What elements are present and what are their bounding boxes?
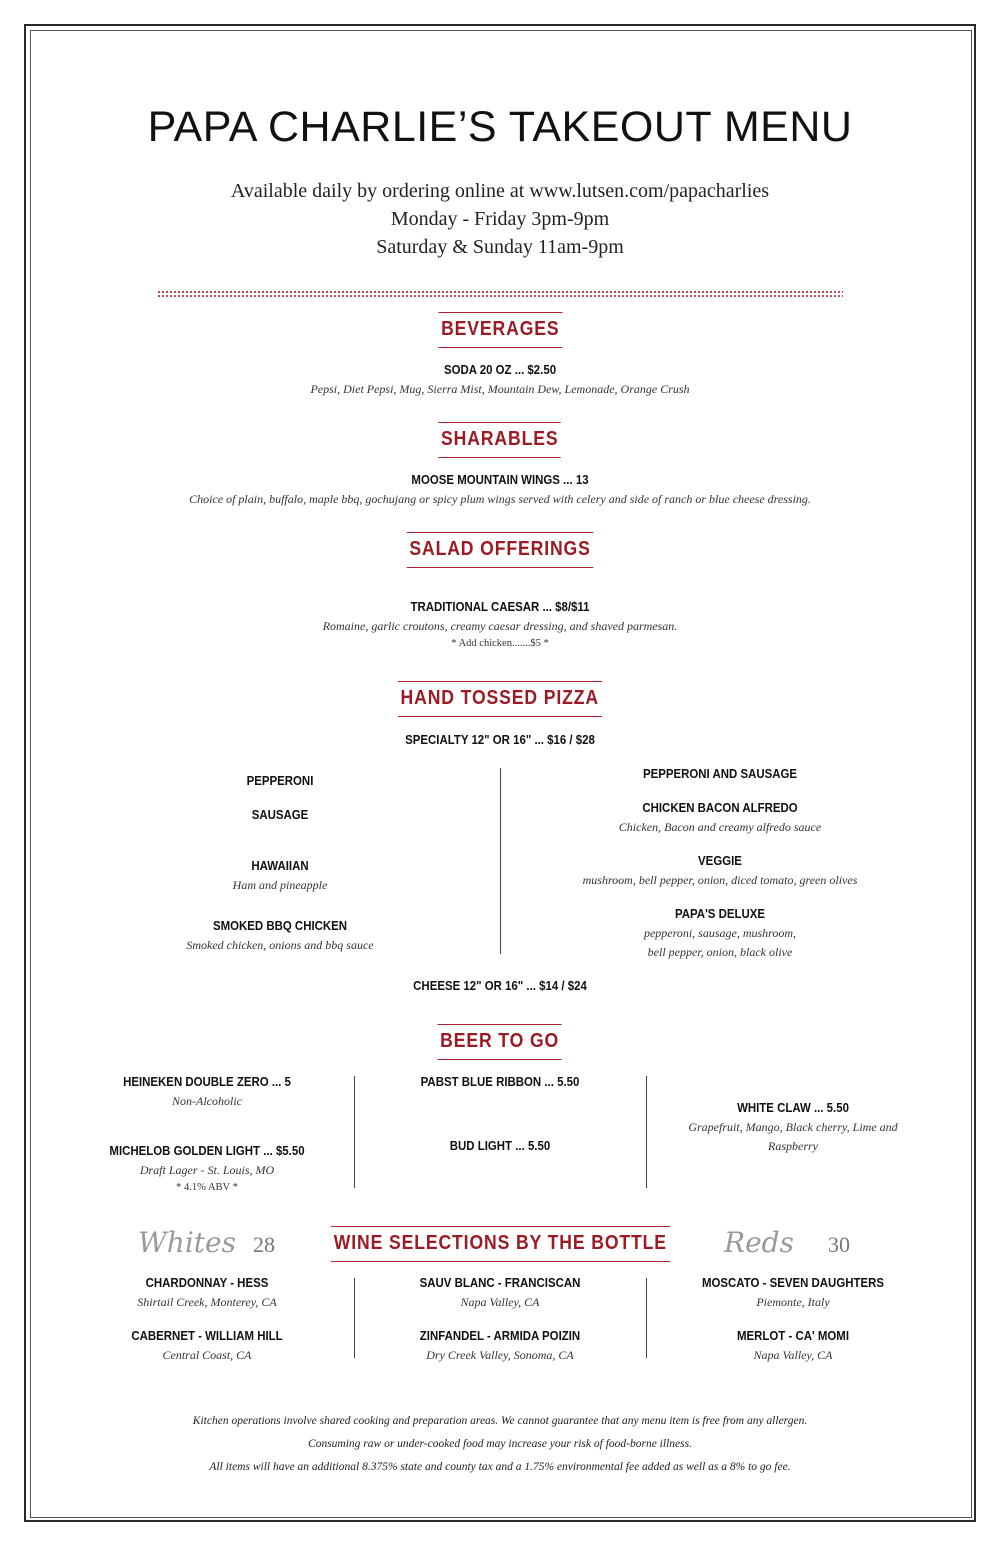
availability-line: Available daily by ordering online at www.lutsen.com/papacharlies <box>230 180 770 202</box>
item-note: * Add chicken.......$5 * <box>451 638 549 649</box>
menu-item: MICHELOB GOLDEN LIGHT ... $5.50 <box>109 1143 305 1158</box>
item-description: Pepsi, Diet Pepsi, Mug, Sierra Mist, Mountain Dew, Lemonade, Orange Crush <box>310 382 690 396</box>
menu-item: PEPPERONI <box>246 773 314 788</box>
section-title: SALAD OFFERINGS <box>407 532 594 568</box>
item-description: Romaine, garlic croutons, creamy caesar dressing, and shaved parmesan. <box>322 619 678 633</box>
raw-food-notice: Consuming raw or under-cooked food may increase your risk of food-borne illness. <box>308 1438 692 1450</box>
dotted-divider <box>157 290 843 298</box>
section-title: HAND TOSSED PIZZA <box>398 681 602 717</box>
item-description: Ham and pineapple <box>232 878 328 892</box>
menu-item: SAUV BLANC - FRANCISCAN <box>419 1275 581 1290</box>
item-description: Raspberry <box>768 1139 818 1153</box>
reds-price: 30 <box>828 1232 850 1257</box>
section-sharables <box>0 422 1000 458</box>
tax-notice: All items will have an additional 8.375% state and county tax and a 1.75% environmental fee added as well as a 8% to go fee. <box>209 1461 791 1473</box>
item-description: Non-Alcoholic <box>172 1094 242 1108</box>
menu-item: MERLOT - CA' MOMI <box>736 1328 850 1343</box>
column-divider <box>354 1278 355 1358</box>
item-description: Choice of plain, buffalo, maple bbq, gochujang or spicy plum wings served with celery and side of ranch or blue cheese dressing. <box>189 492 811 506</box>
menu-item: ZINFANDEL - ARMIDA POIZIN <box>419 1328 581 1343</box>
menu-item: CHICKEN BACON ALFREDO <box>642 800 798 815</box>
section-pizza <box>0 681 1000 717</box>
item-description: Chicken, Bacon and creamy alfredo sauce <box>618 820 822 834</box>
menu-item: SMOKED BBQ CHICKEN <box>212 918 348 933</box>
menu-item: CABERNET - WILLIAM HILL <box>131 1328 283 1343</box>
menu-item: MOSCATO - SEVEN DAUGHTERS <box>701 1275 884 1290</box>
item-description: Dry Creek Valley, Sonoma, CA <box>426 1348 574 1362</box>
weekday-hours: Monday - Friday 3pm-9pm <box>390 208 610 230</box>
item-description: Napa Valley, CA <box>460 1295 540 1309</box>
menu-item: PAPA'S DELUXE <box>674 906 766 921</box>
weekend-hours: Saturday & Sunday 11am-9pm <box>376 236 624 258</box>
item-description: Piemonte, Italy <box>756 1295 830 1309</box>
item-description: Napa Valley, CA <box>753 1348 833 1362</box>
section-title: BEVERAGES <box>438 312 562 348</box>
item-description: Grapefruit, Mango, Black cherry, Lime and <box>688 1120 898 1134</box>
menu-title: PAPA CHARLIE’S TAKEOUT MENU <box>147 103 853 151</box>
menu-item: PEPPERONI AND SAUSAGE <box>642 766 798 781</box>
section-wine <box>0 1226 1000 1262</box>
menu-item: SODA 20 OZ ... $2.50 <box>443 362 557 377</box>
item-description: pepperoni, sausage, mushroom, <box>643 926 797 940</box>
item-description: mushroom, bell pepper, onion, diced tomato, green olives <box>582 873 858 887</box>
item-description: Central Coast, CA <box>162 1348 252 1362</box>
item-description: bell pepper, onion, black olive <box>647 945 793 959</box>
column-divider <box>646 1278 647 1358</box>
menu-item: WHITE CLAW ... 5.50 <box>737 1100 849 1115</box>
reds-label: Reds <box>724 1226 794 1259</box>
whites-label: Whites <box>138 1226 236 1259</box>
menu-item: CHARDONNAY - HESS <box>145 1275 269 1290</box>
specialty-price: SPECIALTY 12" OR 16" ... $16 / $28 <box>405 732 595 747</box>
menu-item: HEINEKEN DOUBLE ZERO ... 5 <box>123 1074 291 1089</box>
section-beer <box>0 1024 1000 1060</box>
menu-item: HAWAIIAN <box>251 858 309 873</box>
section-salad <box>0 532 1000 568</box>
menu-item: VEGGIE <box>698 853 742 868</box>
section-beverages <box>0 312 1000 348</box>
item-description: Shirtail Creek, Monterey, CA <box>137 1295 277 1309</box>
allergen-notice: Kitchen operations involve shared cooking and preparation areas. We cannot guarantee that any menu item is free from any allergen. <box>192 1415 808 1427</box>
item-note: * 4.1% ABV * <box>176 1182 238 1193</box>
item-description: Smoked chicken, onions and bbq sauce <box>186 938 374 952</box>
menu-item: BUD LIGHT ... 5.50 <box>449 1138 551 1153</box>
menu-item: SAUSAGE <box>251 807 309 822</box>
cheese-price: CHEESE 12" OR 16" ... $14 / $24 <box>413 978 587 993</box>
section-title: WINE SELECTIONS BY THE BOTTLE <box>331 1226 669 1262</box>
column-divider <box>500 768 501 954</box>
whites-price: 28 <box>253 1232 275 1257</box>
item-description: Draft Lager - St. Louis, MO <box>139 1163 275 1177</box>
section-title: SHARABLES <box>439 422 562 458</box>
menu-item: PABST BLUE RIBBON ... 5.50 <box>420 1074 580 1089</box>
menu-item: TRADITIONAL CAESAR ... $8/$11 <box>410 599 590 614</box>
menu-item: MOOSE MOUNTAIN WINGS ... 13 <box>411 472 589 487</box>
section-title: BEER TO GO <box>438 1024 562 1060</box>
